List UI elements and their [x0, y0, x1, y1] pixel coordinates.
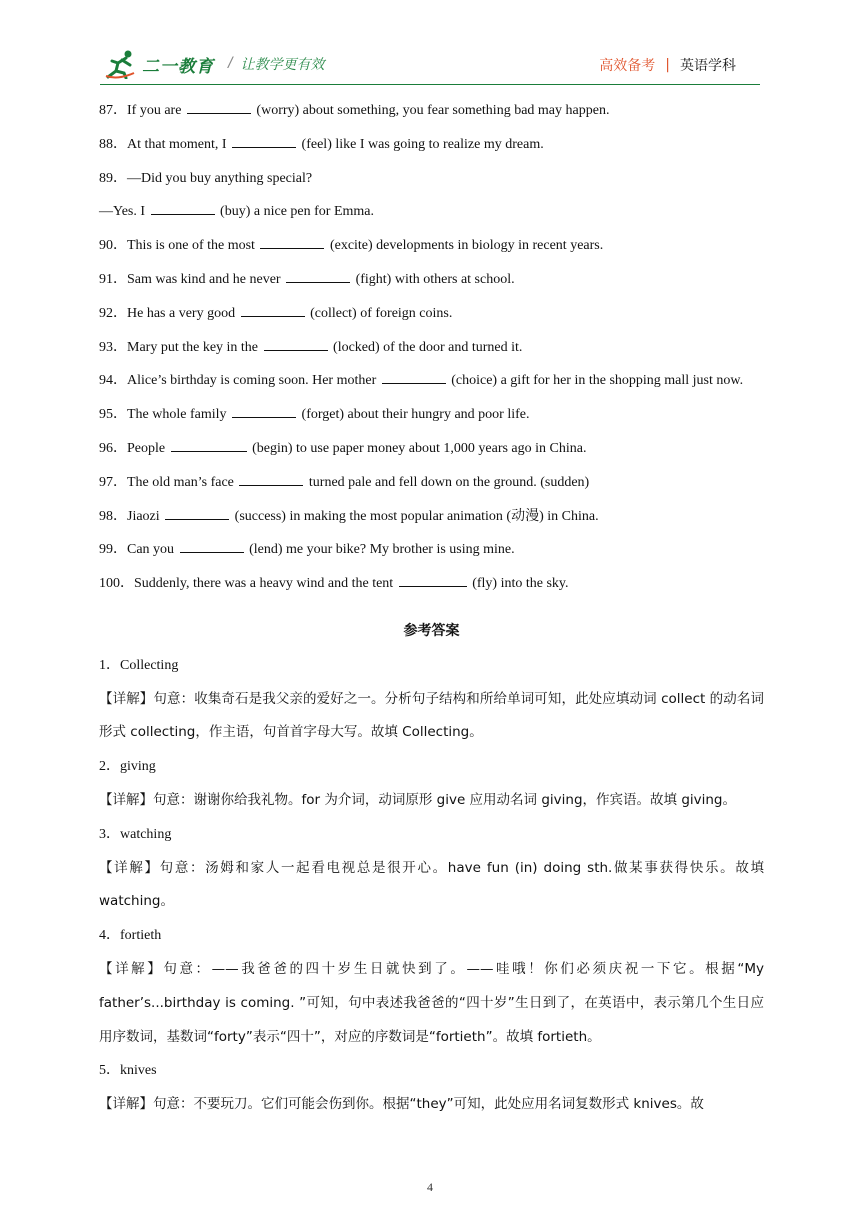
answer-blank[interactable]: [239, 474, 303, 486]
slogan: 让教学更有效: [240, 57, 325, 73]
document-body: [99, 94, 764, 1122]
question-89: 89．—Did you buy anything special?: [99, 170, 313, 186]
answer-blank[interactable]: [260, 237, 324, 249]
question-90: 90．This is one of the most (excite) developments in biology in recent years.: [99, 238, 604, 254]
answer-blank[interactable]: [264, 339, 328, 351]
header-divider: [100, 84, 760, 85]
brand-name: 二一教育: [142, 56, 214, 77]
answer-1-detail: 【详解】句意：收集奇石是我父亲的爱好之一。分析句子结构和所给单词可知，此处应填动词 collect 的动名词形式 collecting，作主语，句首首字母大写。故填 Collecting。: [99, 690, 764, 741]
answer-5-detail: 【详解】句意：不要玩刀。它们可能会伤到你。根据“they”可知，此处应用名词复数形式 knives。故: [99, 1096, 704, 1113]
answer-blank[interactable]: [165, 508, 229, 520]
answer-5-label: 5．knives: [99, 1063, 157, 1079]
question-97: 97．The old man’s face turned pale and fell down on the ground. (sudden): [99, 474, 590, 490]
question-87: 87．If you are (worry) about something, you fear something bad may happen.: [99, 103, 610, 118]
header-slash: /: [228, 55, 233, 72]
answer-3-label: 3．watching: [99, 826, 172, 842]
question-93: 93．Mary put the key in the (locked) of the door and turned it.: [99, 339, 523, 355]
header-tag-exam: 高效备考: [599, 58, 656, 74]
page-number: 4: [427, 1180, 433, 1194]
answers-title: 参考答案: [403, 622, 460, 639]
question-95: 95．The whole family (forget) about their hungry and poor life.: [99, 407, 530, 423]
question-91: 91．Sam was kind and he never (fight) with others at school.: [99, 271, 515, 287]
answer-blank[interactable]: [187, 102, 251, 114]
answer-2-label: 2．giving: [99, 759, 156, 775]
question-99: 99．Can you (lend) me your bike? My brother is using mine.: [99, 542, 515, 558]
question-94: 94．Alice’s birthday is coming soon. Her mother (choice) a gift for her in the shopping mall just now.: [99, 373, 744, 389]
header-tag-subject: 英语学科: [680, 58, 736, 74]
answer-blank[interactable]: [232, 136, 296, 148]
header-right: [599, 55, 736, 75]
answer-blank[interactable]: [232, 406, 296, 418]
question-92: 92．He has a very good (collect) of foreign coins.: [99, 305, 453, 321]
answer-blank[interactable]: [382, 372, 446, 384]
question-98: 98．Jiaozi (success) in making the most popular animation (动漫) in China.: [99, 508, 599, 524]
answer-blank[interactable]: [241, 305, 305, 317]
answer-blank[interactable]: [171, 440, 247, 452]
runner-logo-icon: [104, 49, 138, 79]
logo: [104, 48, 324, 80]
question-96: 96．People (begin) to use paper money about 1,000 years ago in China.: [99, 440, 587, 456]
answer-3-detail: 【详解】句意：汤姆和家人一起看电视总是很开心。have fun (in) doing sth.做某事获得快乐。故填 watching。: [99, 859, 764, 910]
answer-blank[interactable]: [399, 575, 467, 587]
question-88: 88．At that moment, I (feel) like I was going to realize my dream.: [99, 136, 544, 152]
question-89-reply: —Yes. I (buy) a nice pen for Emma.: [99, 204, 374, 220]
answer-4-label: 4．fortieth: [99, 928, 162, 944]
question-100: 100．Suddenly, there was a heavy wind and the tent (fly) into the sky.: [99, 576, 569, 592]
answer-blank[interactable]: [180, 541, 244, 553]
answer-2-detail: 【详解】句意：谢谢你给我礼物。for 为介词，动词原形 give 应用动名词 giving，作宾语。故填 giving。: [99, 791, 737, 808]
answer-4-detail: 【详解】句意：——我爸爸的四十岁生日就快到了。——哇哦！你们必须庆祝一下它。根据“My father’s...birthday is coming. ”可知，句中表述我爸爸的“四十岁”生日到了，在英语中，表示第几个生日应用序数词，基数词“forty”表示“四十”，对应的序数词是“fortieth”。故填 fortieth。: [99, 960, 764, 1045]
answer-1-label: 1．Collecting: [99, 657, 179, 673]
page-header: [0, 0, 860, 90]
answer-blank[interactable]: [151, 203, 215, 215]
answer-blank[interactable]: [286, 271, 350, 283]
header-separator: |: [665, 57, 670, 73]
